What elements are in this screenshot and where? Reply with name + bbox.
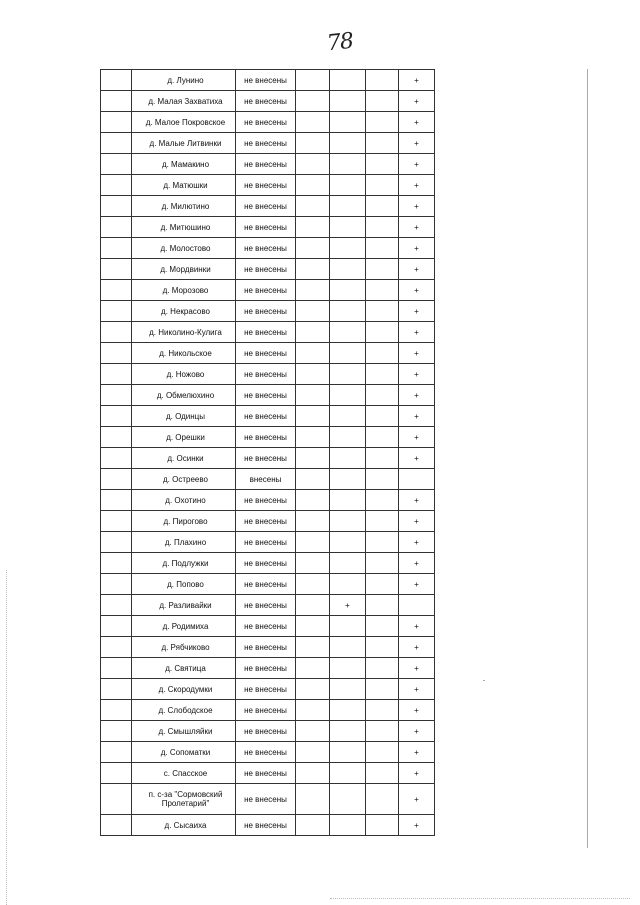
status-cell: не внесены [236, 511, 296, 532]
row-number-cell [101, 511, 132, 532]
mark-cell-2 [330, 154, 366, 175]
mark-cell-4: + [399, 322, 435, 343]
settlement-name-cell: д. Сысаиха [132, 815, 236, 836]
settlement-name-cell: д. Святица [132, 658, 236, 679]
mark-cell-4: + [399, 196, 435, 217]
mark-cell-2 [330, 343, 366, 364]
table-row [101, 70, 435, 91]
settlement-name-cell: с. Спасское [132, 763, 236, 784]
row-number-cell [101, 784, 132, 815]
table-row [101, 406, 435, 427]
mark-cell-1 [296, 364, 330, 385]
mark-cell-3 [366, 574, 399, 595]
table-row [101, 133, 435, 154]
row-number-cell [101, 427, 132, 448]
row-number-cell [101, 385, 132, 406]
mark-cell-1 [296, 637, 330, 658]
table-row [101, 448, 435, 469]
status-cell: не внесены [236, 700, 296, 721]
status-cell: не внесены [236, 448, 296, 469]
status-cell: не внесены [236, 490, 296, 511]
settlement-name-cell: д. Скородумки [132, 679, 236, 700]
table-row [101, 469, 435, 490]
row-number-cell [101, 322, 132, 343]
mark-cell-2 [330, 91, 366, 112]
row-number-cell [101, 553, 132, 574]
mark-cell-3 [366, 511, 399, 532]
table-row [101, 721, 435, 742]
settlement-name-cell: д. Лунино [132, 70, 236, 91]
mark-cell-1 [296, 175, 330, 196]
mark-cell-4: + [399, 679, 435, 700]
mark-cell-2 [330, 406, 366, 427]
row-number-cell [101, 469, 132, 490]
table-row [101, 301, 435, 322]
page-number: 78 [325, 28, 355, 57]
mark-cell-4: + [399, 784, 435, 815]
mark-cell-1 [296, 490, 330, 511]
row-number-cell [101, 112, 132, 133]
mark-cell-2 [330, 511, 366, 532]
table-row [101, 91, 435, 112]
settlement-name-cell: д. Малая Захватиха [132, 91, 236, 112]
status-cell: не внесены [236, 259, 296, 280]
status-cell: не внесены [236, 364, 296, 385]
table-row [101, 490, 435, 511]
mark-cell-1 [296, 406, 330, 427]
status-cell: не внесены [236, 532, 296, 553]
row-number-cell [101, 595, 132, 616]
mark-cell-4: + [399, 70, 435, 91]
status-cell: не внесены [236, 658, 296, 679]
mark-cell-4: + [399, 553, 435, 574]
table-row [101, 343, 435, 364]
status-cell: не внесены [236, 280, 296, 301]
mark-cell-1 [296, 322, 330, 343]
mark-cell-3 [366, 553, 399, 574]
mark-cell-4: + [399, 385, 435, 406]
table-row [101, 280, 435, 301]
mark-cell-2 [330, 721, 366, 742]
row-number-cell [101, 721, 132, 742]
status-cell: не внесены [236, 217, 296, 238]
mark-cell-4: + [399, 259, 435, 280]
mark-cell-2 [330, 616, 366, 637]
mark-cell-2 [330, 280, 366, 301]
mark-cell-2 [330, 700, 366, 721]
table-row [101, 427, 435, 448]
settlement-name-cell: д. Плахино [132, 532, 236, 553]
mark-cell-1 [296, 133, 330, 154]
settlement-name-cell: д. Милютино [132, 196, 236, 217]
settlement-name-cell: д. Малое Покровское [132, 112, 236, 133]
settlement-name-cell: д. Одинцы [132, 406, 236, 427]
mark-cell-4 [399, 469, 435, 490]
status-cell: не внесены [236, 238, 296, 259]
settlement-name-cell: д. Мамакино [132, 154, 236, 175]
status-cell: не внесены [236, 133, 296, 154]
mark-cell-2 [330, 175, 366, 196]
mark-cell-3 [366, 742, 399, 763]
settlement-name-cell: д. Родимиха [132, 616, 236, 637]
mark-cell-1 [296, 238, 330, 259]
row-number-cell [101, 196, 132, 217]
mark-cell-4: + [399, 815, 435, 836]
table-row [101, 658, 435, 679]
status-cell: не внесены [236, 616, 296, 637]
mark-cell-4: + [399, 301, 435, 322]
row-number-cell [101, 658, 132, 679]
settlement-name-cell: д. Морозово [132, 280, 236, 301]
status-cell: не внесены [236, 175, 296, 196]
mark-cell-4: + [399, 637, 435, 658]
mark-cell-3 [366, 385, 399, 406]
mark-cell-1 [296, 385, 330, 406]
mark-cell-4: + [399, 280, 435, 301]
row-number-cell [101, 448, 132, 469]
mark-cell-1 [296, 196, 330, 217]
table-row [101, 364, 435, 385]
mark-cell-3 [366, 532, 399, 553]
table-row [101, 637, 435, 658]
table-row [101, 112, 435, 133]
mark-cell-3 [366, 91, 399, 112]
mark-cell-4: + [399, 343, 435, 364]
status-cell: не внесены [236, 91, 296, 112]
mark-cell-3 [366, 259, 399, 280]
scan-artifact-line [330, 898, 630, 900]
status-cell: не внесены [236, 385, 296, 406]
mark-cell-4: + [399, 532, 435, 553]
mark-cell-4: + [399, 364, 435, 385]
status-cell: не внесены [236, 112, 296, 133]
mark-cell-2 [330, 112, 366, 133]
mark-cell-4: + [399, 217, 435, 238]
status-cell: не внесены [236, 301, 296, 322]
mark-cell-2 [330, 658, 366, 679]
row-number-cell [101, 175, 132, 196]
table-row [101, 154, 435, 175]
settlement-name-cell: д. Никольское [132, 343, 236, 364]
right-margin-line [587, 69, 588, 848]
mark-cell-4: + [399, 700, 435, 721]
row-number-cell [101, 217, 132, 238]
mark-cell-1 [296, 595, 330, 616]
mark-cell-3 [366, 154, 399, 175]
mark-cell-2 [330, 301, 366, 322]
row-number-cell [101, 815, 132, 836]
mark-cell-2 [330, 574, 366, 595]
mark-cell-4: + [399, 658, 435, 679]
table-row [101, 574, 435, 595]
mark-cell-3 [366, 616, 399, 637]
mark-cell-1 [296, 280, 330, 301]
row-number-cell [101, 532, 132, 553]
table-row [101, 238, 435, 259]
settlement-name-cell: д. Пирогово [132, 511, 236, 532]
mark-cell-4: + [399, 490, 435, 511]
mark-cell-3 [366, 364, 399, 385]
mark-cell-3 [366, 322, 399, 343]
mark-cell-3 [366, 679, 399, 700]
mark-cell-2 [330, 815, 366, 836]
mark-cell-4: + [399, 238, 435, 259]
mark-cell-2 [330, 742, 366, 763]
settlement-name-cell: д. Осинки [132, 448, 236, 469]
table-row [101, 385, 435, 406]
settlement-name-cell: д. Молостово [132, 238, 236, 259]
mark-cell-4: + [399, 721, 435, 742]
table-row [101, 217, 435, 238]
status-cell: не внесены [236, 784, 296, 815]
mark-cell-3 [366, 343, 399, 364]
row-number-cell [101, 616, 132, 637]
table-row [101, 511, 435, 532]
row-number-cell [101, 406, 132, 427]
mark-cell-2 [330, 784, 366, 815]
settlement-name-cell: д. Смышляйки [132, 721, 236, 742]
mark-cell-4: + [399, 91, 435, 112]
status-cell: не внесены [236, 742, 296, 763]
mark-cell-1 [296, 70, 330, 91]
mark-cell-1 [296, 574, 330, 595]
row-number-cell [101, 637, 132, 658]
table-row [101, 175, 435, 196]
mark-cell-1 [296, 742, 330, 763]
settlement-name-cell: д. Подлужки [132, 553, 236, 574]
mark-cell-2 [330, 70, 366, 91]
table-row [101, 196, 435, 217]
mark-cell-2 [330, 133, 366, 154]
row-number-cell [101, 238, 132, 259]
table-body [101, 70, 435, 836]
table-row [101, 815, 435, 836]
settlement-name-cell: д. Малые Литвинки [132, 133, 236, 154]
row-number-cell [101, 154, 132, 175]
mark-cell-2 [330, 427, 366, 448]
mark-cell-4: + [399, 112, 435, 133]
table-row [101, 259, 435, 280]
mark-cell-2 [330, 322, 366, 343]
status-cell: не внесены [236, 427, 296, 448]
mark-cell-1 [296, 301, 330, 322]
table-row [101, 595, 435, 616]
status-cell: не внесены [236, 815, 296, 836]
mark-cell-1 [296, 679, 330, 700]
mark-cell-3 [366, 280, 399, 301]
status-cell: не внесены [236, 406, 296, 427]
status-cell: не внесены [236, 574, 296, 595]
mark-cell-1 [296, 532, 330, 553]
mark-cell-3 [366, 700, 399, 721]
table-row [101, 532, 435, 553]
mark-cell-1 [296, 616, 330, 637]
mark-cell-2 [330, 469, 366, 490]
row-number-cell [101, 679, 132, 700]
mark-cell-2 [330, 217, 366, 238]
table-row [101, 553, 435, 574]
mark-cell-3 [366, 301, 399, 322]
mark-cell-3 [366, 427, 399, 448]
scan-speck [483, 680, 485, 681]
mark-cell-2 [330, 637, 366, 658]
table-row [101, 742, 435, 763]
mark-cell-3 [366, 133, 399, 154]
left-margin-line [6, 570, 8, 905]
table-row [101, 679, 435, 700]
mark-cell-1 [296, 343, 330, 364]
mark-cell-2 [330, 259, 366, 280]
settlement-name-cell: д. Охотино [132, 490, 236, 511]
mark-cell-4: + [399, 574, 435, 595]
status-cell: не внесены [236, 154, 296, 175]
mark-cell-4: + [399, 616, 435, 637]
settlement-name-cell: д. Орешки [132, 427, 236, 448]
mark-cell-3 [366, 721, 399, 742]
settlement-name-cell: д. Попово [132, 574, 236, 595]
status-cell: не внесены [236, 343, 296, 364]
status-cell: не внесены [236, 721, 296, 742]
mark-cell-3 [366, 70, 399, 91]
mark-cell-2 [330, 532, 366, 553]
mark-cell-4: + [399, 154, 435, 175]
table-row [101, 700, 435, 721]
mark-cell-1 [296, 700, 330, 721]
mark-cell-3 [366, 196, 399, 217]
status-cell: не внесены [236, 637, 296, 658]
status-cell: не внесены [236, 595, 296, 616]
status-cell: не внесены [236, 322, 296, 343]
mark-cell-1 [296, 784, 330, 815]
mark-cell-1 [296, 112, 330, 133]
mark-cell-4: + [399, 175, 435, 196]
status-cell: не внесены [236, 553, 296, 574]
mark-cell-1 [296, 511, 330, 532]
mark-cell-3 [366, 637, 399, 658]
table-row [101, 322, 435, 343]
mark-cell-4: + [399, 133, 435, 154]
mark-cell-2 [330, 448, 366, 469]
mark-cell-1 [296, 259, 330, 280]
mark-cell-1 [296, 448, 330, 469]
settlement-name-cell: п. с-за "Сормовский Пролетарий" [132, 784, 236, 815]
row-number-cell [101, 700, 132, 721]
mark-cell-3 [366, 658, 399, 679]
settlement-name-cell: д. Разливайки [132, 595, 236, 616]
mark-cell-3 [366, 763, 399, 784]
settlement-name-cell: д. Ножово [132, 364, 236, 385]
mark-cell-3 [366, 469, 399, 490]
mark-cell-1 [296, 553, 330, 574]
settlement-name-cell: д. Митюшино [132, 217, 236, 238]
row-number-cell [101, 343, 132, 364]
settlement-name-cell: д. Некрасово [132, 301, 236, 322]
mark-cell-4: + [399, 763, 435, 784]
status-cell: не внесены [236, 679, 296, 700]
row-number-cell [101, 763, 132, 784]
settlement-name-cell: д. Слободское [132, 700, 236, 721]
mark-cell-4: + [399, 448, 435, 469]
mark-cell-1 [296, 658, 330, 679]
row-number-cell [101, 742, 132, 763]
mark-cell-3 [366, 406, 399, 427]
status-cell: внесены [236, 469, 296, 490]
settlement-name-cell: д. Рябчиково [132, 637, 236, 658]
mark-cell-1 [296, 815, 330, 836]
row-number-cell [101, 70, 132, 91]
settlement-name-cell: д. Мордвинки [132, 259, 236, 280]
mark-cell-3 [366, 238, 399, 259]
mark-cell-2 [330, 763, 366, 784]
mark-cell-2 [330, 238, 366, 259]
mark-cell-4: + [399, 406, 435, 427]
mark-cell-1 [296, 721, 330, 742]
table-row [101, 784, 435, 815]
row-number-cell [101, 364, 132, 385]
mark-cell-3 [366, 175, 399, 196]
mark-cell-1 [296, 763, 330, 784]
mark-cell-2 [330, 364, 366, 385]
row-number-cell [101, 91, 132, 112]
settlement-name-cell: д. Николино-Кулига [132, 322, 236, 343]
settlement-name-cell: д. Обмелюхино [132, 385, 236, 406]
mark-cell-1 [296, 217, 330, 238]
mark-cell-3 [366, 448, 399, 469]
mark-cell-1 [296, 91, 330, 112]
status-cell: не внесены [236, 763, 296, 784]
mark-cell-1 [296, 469, 330, 490]
status-cell: не внесены [236, 196, 296, 217]
mark-cell-4 [399, 595, 435, 616]
row-number-cell [101, 574, 132, 595]
settlement-name-cell: д. Остреево [132, 469, 236, 490]
mark-cell-3 [366, 784, 399, 815]
mark-cell-2: + [330, 595, 366, 616]
table-row [101, 616, 435, 637]
mark-cell-2 [330, 196, 366, 217]
mark-cell-2 [330, 385, 366, 406]
mark-cell-3 [366, 490, 399, 511]
mark-cell-4: + [399, 742, 435, 763]
mark-cell-1 [296, 154, 330, 175]
mark-cell-4: + [399, 511, 435, 532]
settlements-table [100, 69, 435, 836]
mark-cell-2 [330, 679, 366, 700]
mark-cell-3 [366, 112, 399, 133]
mark-cell-3 [366, 595, 399, 616]
status-cell: не внесены [236, 70, 296, 91]
settlement-name-cell: д. Матюшки [132, 175, 236, 196]
row-number-cell [101, 259, 132, 280]
mark-cell-3 [366, 217, 399, 238]
row-number-cell [101, 301, 132, 322]
row-number-cell [101, 490, 132, 511]
mark-cell-1 [296, 427, 330, 448]
row-number-cell [101, 133, 132, 154]
mark-cell-2 [330, 553, 366, 574]
table-row [101, 763, 435, 784]
mark-cell-2 [330, 490, 366, 511]
mark-cell-3 [366, 815, 399, 836]
settlement-name-cell: д. Сопоматки [132, 742, 236, 763]
row-number-cell [101, 280, 132, 301]
mark-cell-4: + [399, 427, 435, 448]
